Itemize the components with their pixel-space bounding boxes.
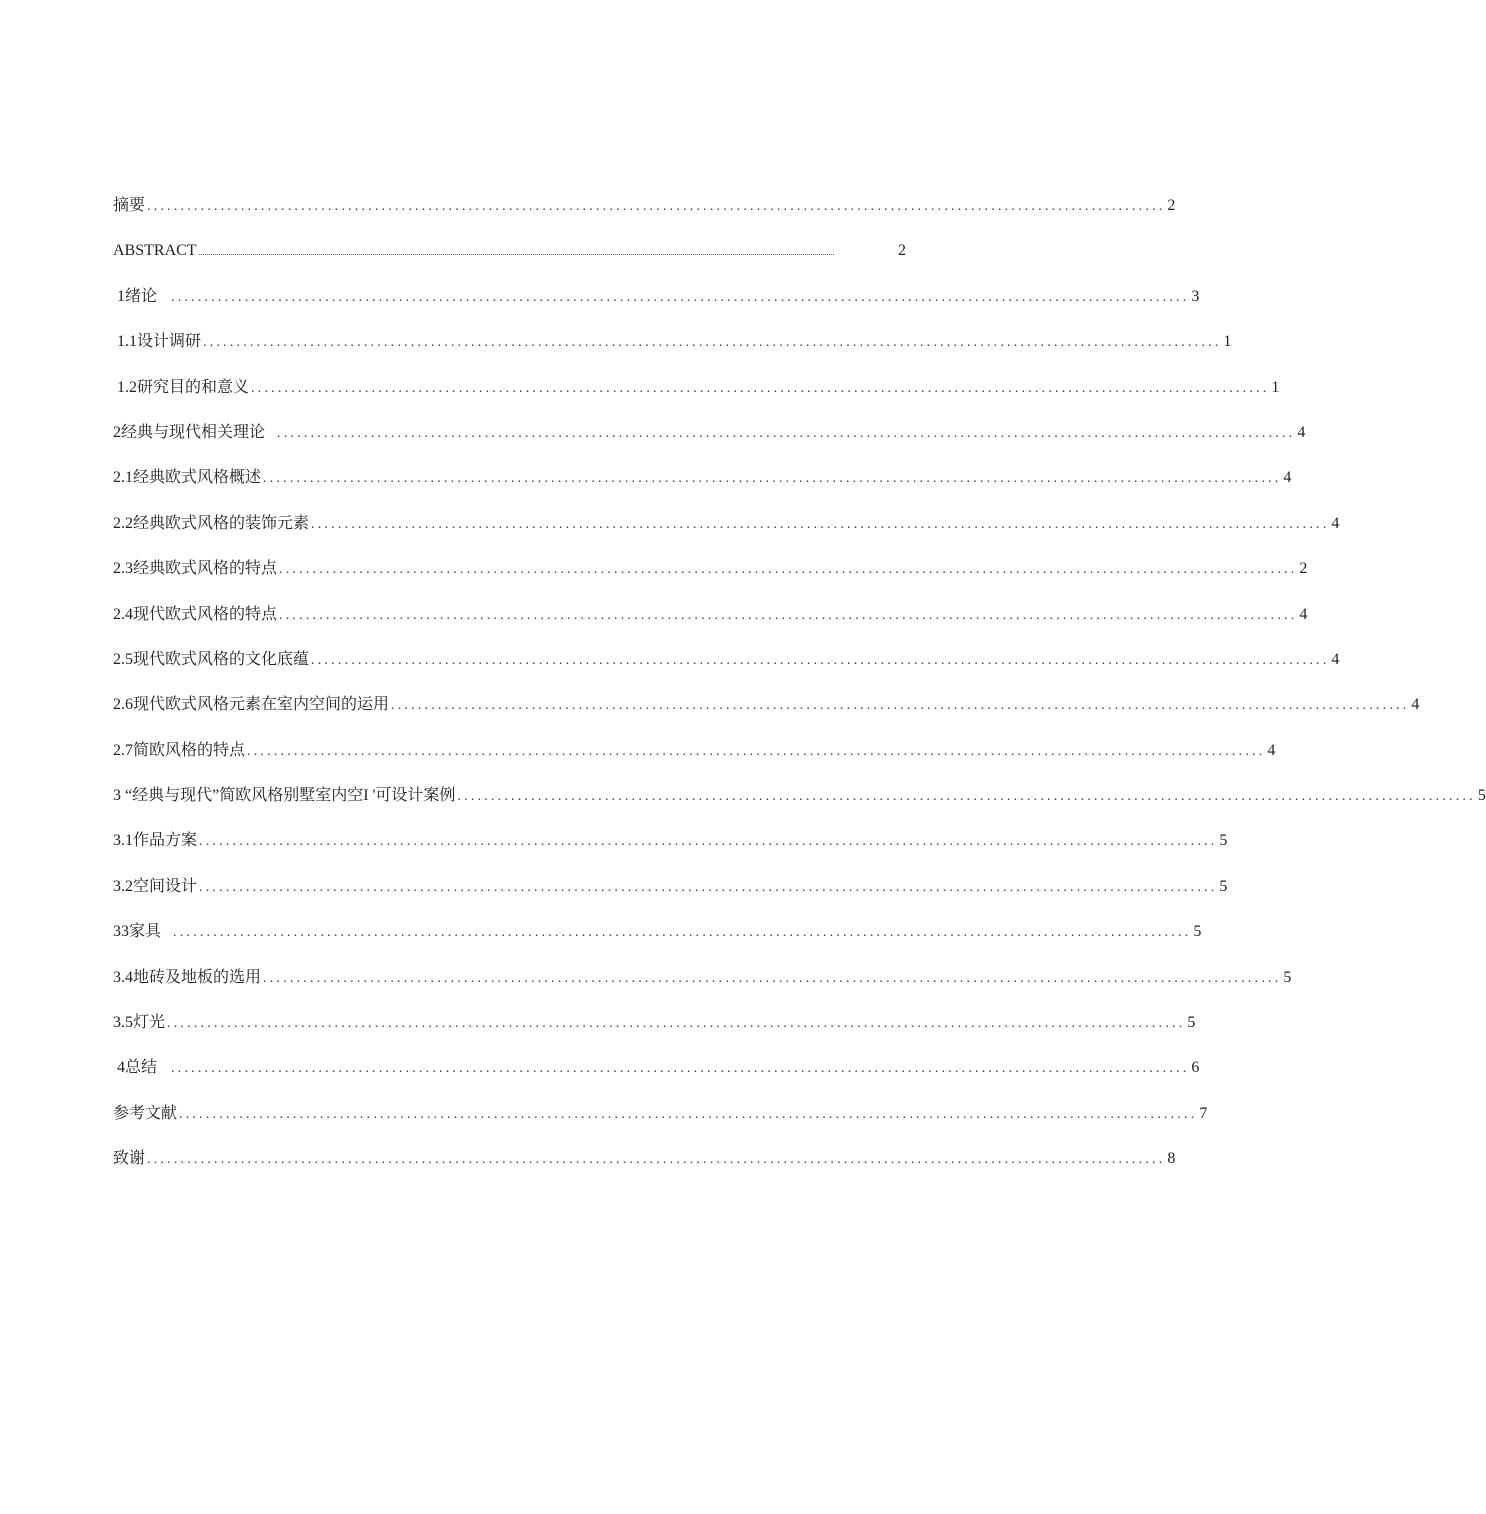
toc-leader-dots: ........................................................................................................................................................ (199, 879, 1218, 895)
toc-entry-page: 8 (1167, 1150, 1176, 1168)
toc-entry-title: 3.4地砖及地板的选用 (113, 968, 262, 986)
toc-entry-title: 2.2经典欧式风格的装饰元素 (113, 514, 310, 532)
toc-entry-title: 2.7简欧风格的特点 (113, 741, 246, 759)
toc-entry-acknowledgements (113, 1146, 1176, 1191)
toc-entry-title: 3.5灯光 (113, 1014, 166, 1032)
toc-leader-dots: ........................................................................................................................................................ (199, 834, 1218, 850)
toc-leader-dots: ........................................................................................................................................................ (279, 607, 1298, 623)
toc-entry-page: 5 (1477, 787, 1486, 805)
toc-leader-dots: ........................................................................................................................................................ (179, 1106, 1198, 1122)
toc-entry-page: 5 (1283, 968, 1292, 986)
toc-entry-3 (113, 783, 1486, 828)
toc-entry-abstract-en (113, 238, 906, 283)
toc-entry-page: 5 (1193, 923, 1202, 941)
toc-entry-page: 1 (1271, 378, 1280, 396)
toc-entry-title: 2.4现代欧式风格的特点 (113, 605, 278, 623)
toc-entry-page: 4 (1267, 741, 1276, 759)
toc-entry-title: 摘要 (113, 197, 146, 214)
toc-entry-title: 2.5现代欧式风格的文化底蕴 (113, 650, 310, 668)
toc-entry-2-1 (113, 465, 1292, 510)
toc-leader-dots: ........................................................................................................................................................ (457, 789, 1476, 805)
toc-entry-2 (113, 420, 1306, 465)
toc-entry-1-2 (113, 375, 1280, 420)
toc-entry-title: 3.1作品方案 (113, 832, 198, 850)
toc-entry-2-3 (113, 556, 1308, 601)
toc-entry-page: 5 (1219, 877, 1228, 895)
toc-leader-dots: ........................................................................................................................................................ (263, 471, 1282, 487)
toc-leader-dots: ........................................................................................................................................................ (311, 652, 1330, 668)
toc-leader-dots: ........................................................................................................................................................ (147, 199, 1166, 214)
toc-entry-page: 4 (1283, 469, 1292, 487)
toc-entry-title: 1.2研究目的和意义 (117, 378, 250, 396)
toc-leader-dots: ........................................................................................................................................................ (171, 1061, 1190, 1077)
toc-entry-3-3 (113, 919, 1202, 964)
toc-leader-dots: ........................................................................................................................................................ (279, 562, 1298, 578)
table-of-contents (113, 193, 1486, 1192)
toc-entry-3-1 (113, 828, 1228, 873)
toc-entry-3-2 (113, 874, 1228, 919)
toc-entry-title: 2.1经典欧式风格概述 (113, 469, 262, 487)
toc-entry-page: 2 (898, 242, 906, 260)
toc-entry-1-1 (113, 329, 1232, 374)
toc-leader-dots: ........................................................................................................................................................ (251, 380, 1270, 396)
toc-entry-title: 2.6现代欧式风格元素在室内空间的运用 (113, 696, 390, 714)
toc-entry-abstract-cn (113, 193, 1176, 238)
toc-entry-page: 4 (1331, 650, 1340, 668)
toc-entry-page: 4 (1299, 605, 1308, 623)
toc-entry-page: 6 (1191, 1059, 1200, 1077)
toc-entry-2-6 (113, 692, 1420, 737)
toc-leader-dots: ........................................................................................................................................................ (277, 425, 1296, 441)
toc-leader-dots: ........................................................................................................................................................ (391, 698, 1410, 714)
toc-entry-4 (113, 1055, 1200, 1100)
toc-leader-dots: ........................................................................................................................................................ (203, 335, 1222, 351)
toc-leader-dots: ........................................................................................................................................................ (263, 970, 1282, 986)
toc-leader-dots: ........................................................................................................................................................ (173, 925, 1192, 941)
toc-entry-page: 4 (1297, 423, 1306, 441)
toc-leader-dots: ........................................................................................................................................................ (171, 289, 1190, 305)
toc-entry-page: 5 (1219, 832, 1228, 850)
toc-entry-2-5 (113, 647, 1340, 692)
toc-leader-dots: ........................................................................................................................................................ (311, 516, 1330, 532)
toc-leader-dots: ........................................................................................................................................................ (247, 743, 1266, 759)
toc-entry-page: 4 (1411, 696, 1420, 714)
toc-entry-title: 参考文献 (113, 1104, 178, 1122)
toc-entry-title: 致谢 (113, 1150, 146, 1168)
toc-entry-3-5 (113, 1010, 1196, 1055)
toc-entry-2-2 (113, 511, 1340, 556)
toc-leader-dots: .............................................................................................................................................................................................................................................................................................................................. (198, 248, 835, 258)
toc-entry-title: 3 “经典与现代”简欧风格别墅室内空I '可设计案例 (113, 787, 456, 805)
toc-entry-page: 7 (1199, 1104, 1208, 1122)
toc-entry-page: 4 (1331, 514, 1340, 532)
toc-entry-title: 1绪论 (117, 287, 158, 305)
toc-entry-2-4 (113, 602, 1308, 647)
toc-entry-title: 1.1设计调研 (117, 333, 202, 351)
toc-entry-page: 1 (1223, 333, 1232, 351)
toc-entry-title: ABSTRACT (113, 242, 197, 260)
toc-entry-title: 33家具 (113, 923, 162, 941)
toc-entry-page: 5 (1187, 1014, 1196, 1032)
toc-entry-2-7 (113, 738, 1276, 783)
toc-entry-1 (113, 284, 1200, 329)
toc-entry-page: 3 (1191, 287, 1200, 305)
toc-entry-title: 3.2空间设计 (113, 877, 198, 895)
toc-entry-references (113, 1101, 1208, 1146)
toc-leader-dots: ........................................................................................................................................................ (147, 1152, 1166, 1168)
toc-entry-title: 4总结 (117, 1059, 158, 1077)
toc-leader-dots: ........................................................................................................................................................ (167, 1016, 1186, 1032)
toc-entry-title: 2.3经典欧式风格的特点 (113, 560, 278, 578)
toc-entry-3-4 (113, 965, 1292, 1010)
toc-entry-page: 2 (1167, 197, 1176, 214)
toc-entry-title: 2经典与现代相关理论 (113, 423, 266, 441)
toc-entry-page: 2 (1299, 560, 1308, 578)
